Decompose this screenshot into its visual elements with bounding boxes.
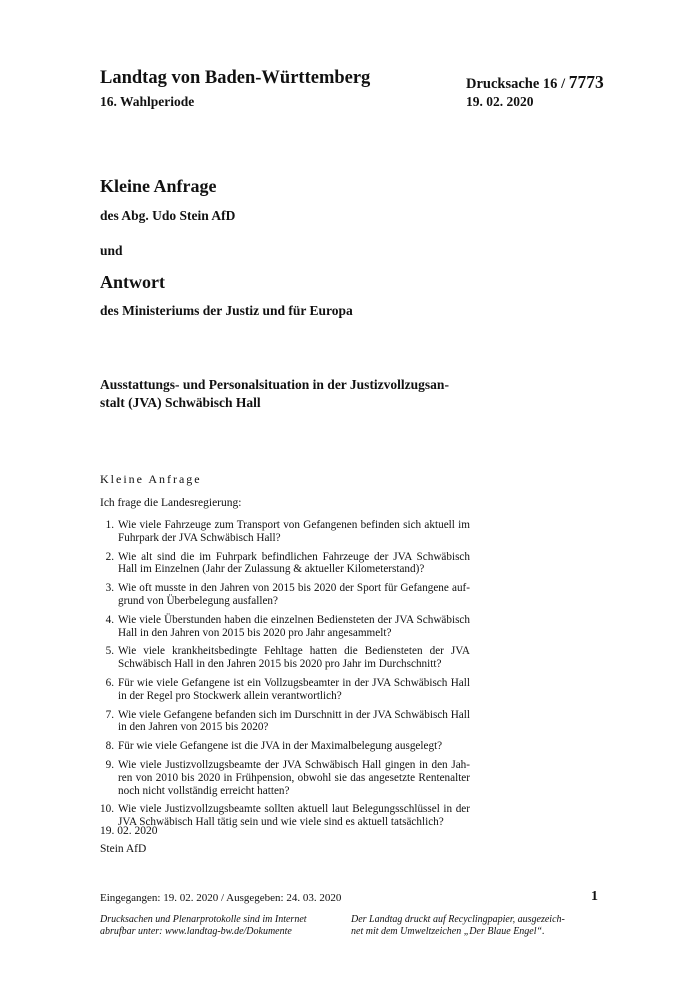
question-item	[100, 740, 470, 753]
parliament-name: Landtag von Baden-Württemberg	[100, 68, 371, 88]
question-item	[100, 645, 470, 671]
received-issued-line: Eingegangen: 19. 02. 2020 / Ausgegeben: 24. 03. 2020	[100, 892, 342, 904]
question-number: 4.	[105, 613, 114, 626]
footer-note-recycling-line-1: Der Landtag druckt auf Recyclingpapier, ausgezeich-	[351, 914, 565, 925]
conjunction: und	[100, 243, 123, 258]
subject-line-2: stalt (JVA) Schwäbisch Hall	[100, 394, 261, 410]
question-number: 2.	[105, 550, 114, 563]
question-number: 9.	[105, 758, 114, 771]
question-text: Wie viele Justizvollzugsbeamte der JVA Schwäbisch Hall gingen in den Jahren von 2010 bis 2020 in Frühpension, obwohl sie das angesetzte Rentenalter noch nicht vollständig erreicht hatten?	[118, 758, 470, 797]
inquiry-heading: Kleine Anfrage	[100, 176, 217, 196]
header-date: 19. 02. 2020	[466, 94, 534, 109]
signature: Stein AfD	[100, 843, 147, 855]
question-text: Für wie viele Gefangene ist ein Vollzugsbeamter in der JVA Schwäbisch Hall in der Regel pro Stockwerk allein verantwortlich?	[118, 676, 470, 702]
footer-note-internet-line-1: Drucksachen und Plenarprotokolle sind im Internet	[100, 914, 307, 925]
footer-note-recycling-line-2: net mit dem Umweltzeichen „Der Blaue Engel“.	[351, 926, 545, 937]
question-item	[100, 519, 470, 545]
section-label: Kleine Anfrage	[100, 472, 202, 486]
subject-line-1: Ausstattungs- und Personalsituation in der Justizvollzugsan-	[100, 377, 449, 392]
closing-date: 19. 02. 2020	[100, 825, 158, 837]
question-number: 6.	[105, 676, 114, 689]
question-number: 8.	[105, 740, 114, 753]
question-text: Wie oft musste in den Jahren von 2015 bis 2020 der Sport für Gefangene aufgrund von Überbelegung ausfallen?	[118, 582, 470, 607]
question-list	[100, 519, 470, 835]
question-text: Wie viele Überstunden haben die einzelnen Bediensteten der JVA Schwäbisch Hall in den Jahren von 2015 bis 2020 pro Jahr angesammelt?	[118, 613, 470, 639]
answer-heading: Antwort	[100, 272, 165, 292]
question-text: Wie viele krankheitsbedingte Fehltage hatten die Bediensteten der JVA Schwäbisch Hall in den Jahren 2015 bis 2020 pro Jahr im Durchschnitt?	[118, 645, 470, 671]
question-text: Wie viele Fahrzeuge zum Transport von Gefangenen befinden sich aktuell im Fuhrpark der JVA Schwäbisch Hall?	[118, 519, 470, 544]
footer-note-internet	[100, 914, 340, 938]
drucksache-label	[466, 72, 604, 93]
intro-text: Ich frage die Landesregierung:	[100, 497, 242, 509]
question-text: Wie viele Gefangene befanden sich im Durschnitt in der JVA Schwäbisch Hall in den Jahren von 2015 bis 2020?	[118, 708, 470, 734]
page-number: 1	[591, 889, 598, 904]
question-number: 7.	[105, 708, 114, 721]
question-text: Für wie viele Gefangene ist die JVA in der Maximalbelegung ausgelegt?	[118, 740, 443, 753]
question-item	[100, 677, 470, 703]
footer-note-internet-line-2: abrufbar unter: www.landtag-bw.de/Dokumente	[100, 926, 292, 937]
legislative-period: 16. Wahlperiode	[100, 94, 195, 109]
answer-ministry: des Ministeriums der Justiz und für Europa	[100, 303, 353, 318]
question-number: 5.	[105, 645, 114, 658]
question-number: 1.	[105, 519, 114, 531]
question-item	[100, 582, 470, 608]
question-text: Wie viele Justizvollzugsbeamte sollten aktuell laut Belegungsschlüssel in der JVA Schwäbisch Hall tätig sein und wie viele sind es aktuell tatsächlich?	[118, 803, 470, 829]
question-number: 3.	[105, 582, 114, 595]
inquiry-author: des Abg. Udo Stein AfD	[100, 208, 236, 223]
drucksache-number: 7773	[568, 72, 604, 92]
question-text: Wie alt sind die im Fuhrpark befindlichen Fahrzeuge der JVA Schwäbisch Hall im Einzelnen (Jahr der Zulassung & aktueller Kilometerstand)?	[118, 550, 470, 576]
drucksache-separator: /	[557, 76, 569, 92]
question-item	[100, 759, 470, 797]
footer-note-recycling	[351, 914, 591, 938]
question-item	[100, 551, 470, 577]
drucksache-prefix: Drucksache 16	[466, 76, 558, 92]
subject-title	[100, 376, 480, 411]
question-number: 10.	[100, 803, 114, 816]
question-item	[100, 709, 470, 735]
question-item	[100, 614, 470, 640]
